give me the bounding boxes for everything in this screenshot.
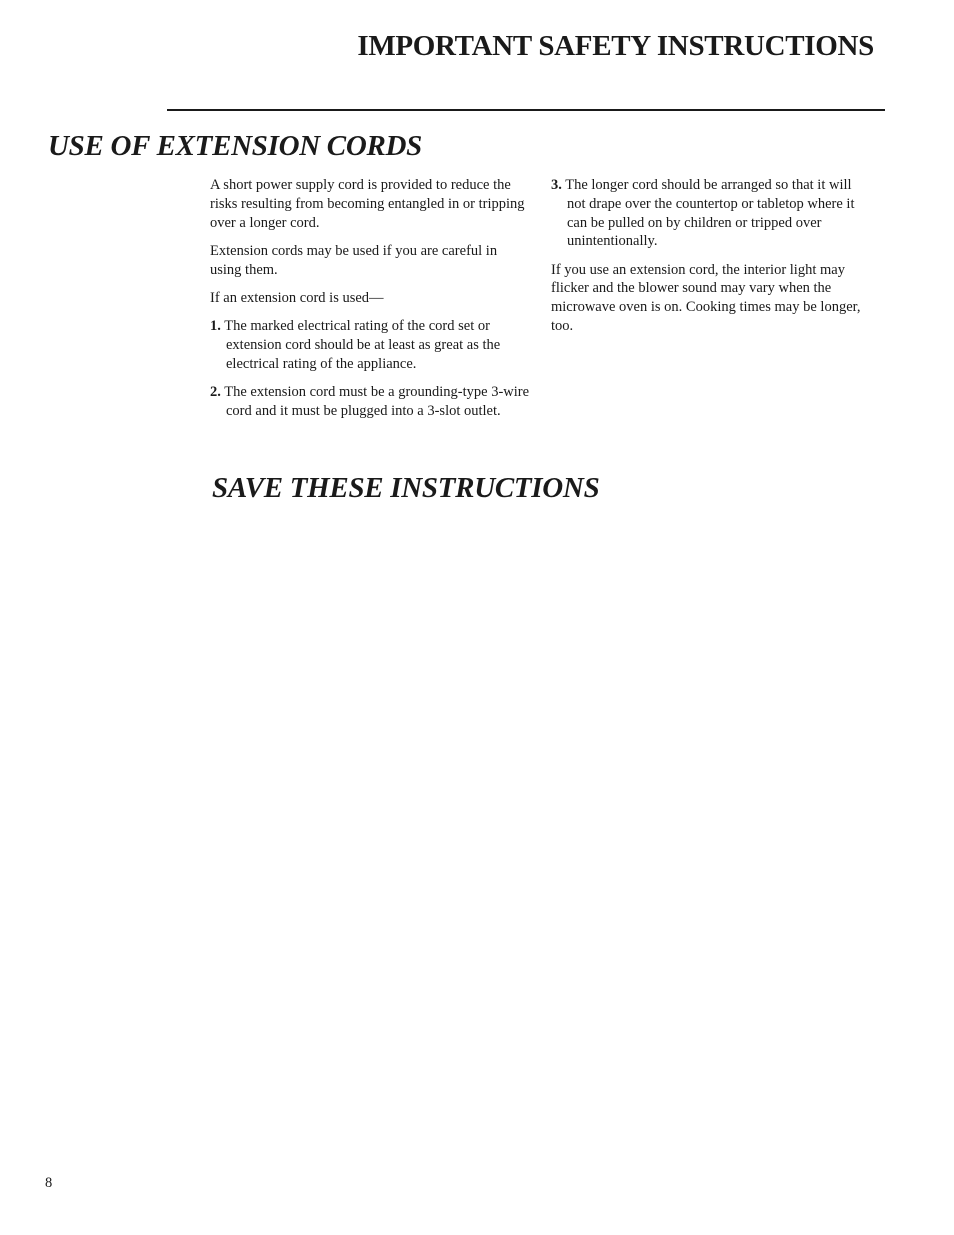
left-column — [210, 176, 532, 430]
item-number: 2. — [210, 384, 221, 401]
numbered-item-2 — [210, 383, 532, 421]
flicker-paragraph: If you use an extension cord, the interior light may flicker and the blower sound may vary when the microwave oven is on. Cooking times may be longer, too. — [551, 261, 861, 335]
condition-paragraph: If an extension cord is used— — [210, 289, 384, 306]
usage-paragraph: Extension cords may be used if you are careful in using them. — [210, 242, 498, 278]
page-number: 8 — [45, 1175, 53, 1191]
numbered-item-3 — [551, 176, 869, 251]
item-number: 1. — [210, 318, 221, 335]
save-instructions-title: SAVE THESE INSTRUCTIONS — [212, 472, 600, 504]
item-text: The longer cord should be arranged so that it will not drape over the countertop or tabletop where it can be pulled on by children or tripped over unintentionally. — [561, 177, 855, 250]
numbered-item-1 — [210, 317, 532, 373]
page-header-title: IMPORTANT SAFETY INSTRUCTIONS — [357, 30, 874, 62]
section-title: USE OF EXTENSION CORDS — [48, 130, 423, 162]
item-text: The extension cord must be a grounding-type 3-wire cord and it must be plugged into a 3-slot outlet. — [220, 384, 530, 419]
header-divider — [167, 109, 885, 111]
item-text: The marked electrical rating of the cord set or extension cord should be at least as great as the electrical rating of the appliance. — [220, 318, 501, 372]
right-column — [551, 176, 869, 345]
item-number: 3. — [551, 177, 562, 193]
intro-paragraph: A short power supply cord is provided to reduce the risks resulting from becoming entangled in or tripping over a longer cord. — [210, 177, 525, 231]
